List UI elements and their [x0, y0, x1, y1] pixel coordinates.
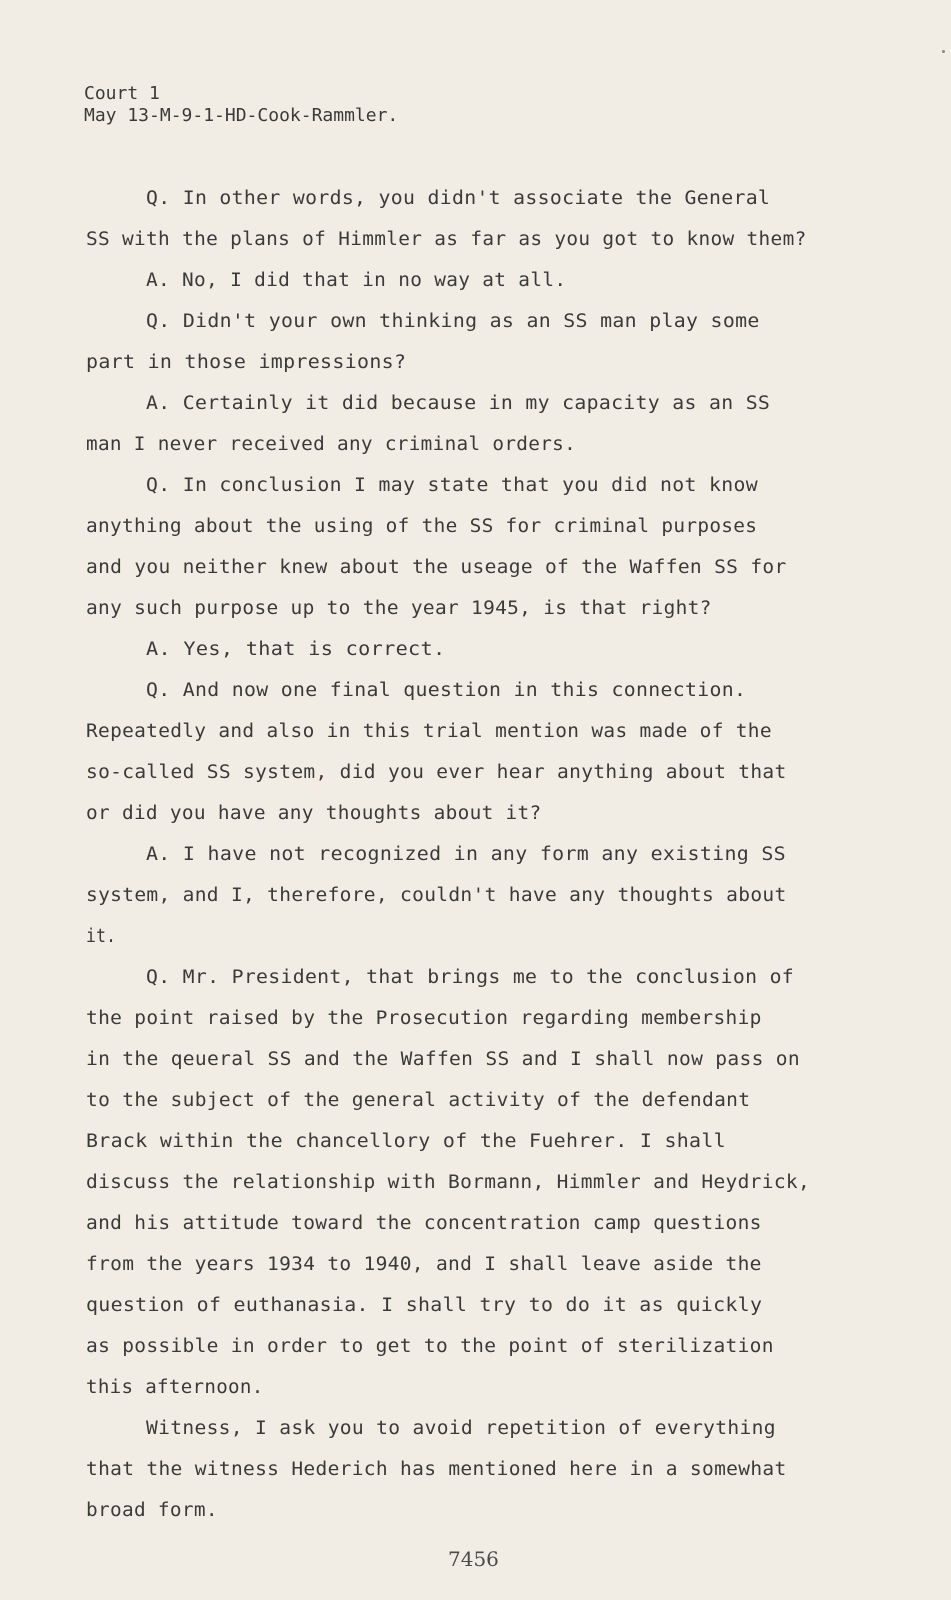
transcript-line: as possible in order to get to the point of sterilization: [86, 1336, 774, 1357]
transcript-line: in the qeueral SS and the Waffen SS and I shall now pass on: [86, 1049, 800, 1070]
transcript-line: Repeatedly and also in this trial mention was made of the: [86, 721, 772, 742]
paper-speck: [942, 50, 945, 53]
header-court: Court 1: [84, 83, 160, 104]
transcript-line: SS with the plans of Himmler as far as you got to know them?: [86, 229, 807, 250]
page-number: 7456: [448, 1547, 499, 1571]
transcript-line: A. No, I did that in no way at all.: [146, 270, 567, 291]
transcript-line: Q. In other words, you didn't associate the General: [146, 188, 771, 209]
transcript-line: Q. Didn't your own thinking as an SS man play some: [146, 311, 760, 332]
transcript-line: anything about the using of the SS for criminal purposes: [86, 516, 758, 537]
transcript-line: part in those impressions?: [86, 352, 407, 373]
transcript-line: this afternoon.: [86, 1377, 264, 1398]
transcript-line: Q. In conclusion I may state that you did not know: [146, 475, 758, 496]
transcript-line: from the years 1934 to 1940, and I shall leave aside the: [86, 1254, 762, 1275]
transcript-line: or did you have any thoughts about it?: [86, 803, 542, 824]
transcript-line: Witness, I ask you to avoid repetition of everything: [146, 1418, 776, 1439]
transcript-line: discuss the relationship with Bormann, Himmler and Heydrick,: [86, 1172, 811, 1193]
transcript-line: so-called SS system, did you ever hear anything about that: [86, 762, 787, 783]
transcript-line: A. Certainly it did because in my capacity as an SS: [146, 393, 771, 414]
transcript-line: A. I have not recognized in any form any existing SS: [146, 844, 786, 865]
header-session: May 13-M-9-1-HD-Cook-Rammler.: [84, 105, 399, 126]
transcript-line: Q. Mr. President, that brings me to the conclusion of: [146, 967, 795, 988]
transcript-line: it.: [86, 926, 117, 947]
transcript-line: to the subject of the general activity of the defendant: [86, 1090, 751, 1111]
transcript-line: and his attitude toward the concentration camp questions: [86, 1213, 762, 1234]
transcript-line: system, and I, therefore, couldn't have any thoughts about: [86, 885, 787, 906]
transcript-line: broad form.: [86, 1500, 218, 1521]
transcript-line: and you neither knew about the useage of the Waffen SS for: [86, 557, 787, 578]
transcript-line: the point raised by the Prosecution regarding membership: [86, 1008, 762, 1029]
transcript-line: man I never received any criminal orders.: [86, 434, 577, 455]
transcript-line: question of euthanasia. I shall try to do it as quickly: [86, 1295, 763, 1316]
transcript-line: A. Yes, that is correct.: [146, 639, 446, 660]
transcript-line: any such purpose up to the year 1945, is that right?: [86, 598, 712, 619]
transcript-line: Brack within the chancellory of the Fuehrer. I shall: [86, 1131, 726, 1152]
transcript-line: Q. And now one final question in this connection.: [146, 680, 747, 701]
transcript-line: that the witness Hederich has mentioned here in a somewhat: [86, 1459, 787, 1480]
